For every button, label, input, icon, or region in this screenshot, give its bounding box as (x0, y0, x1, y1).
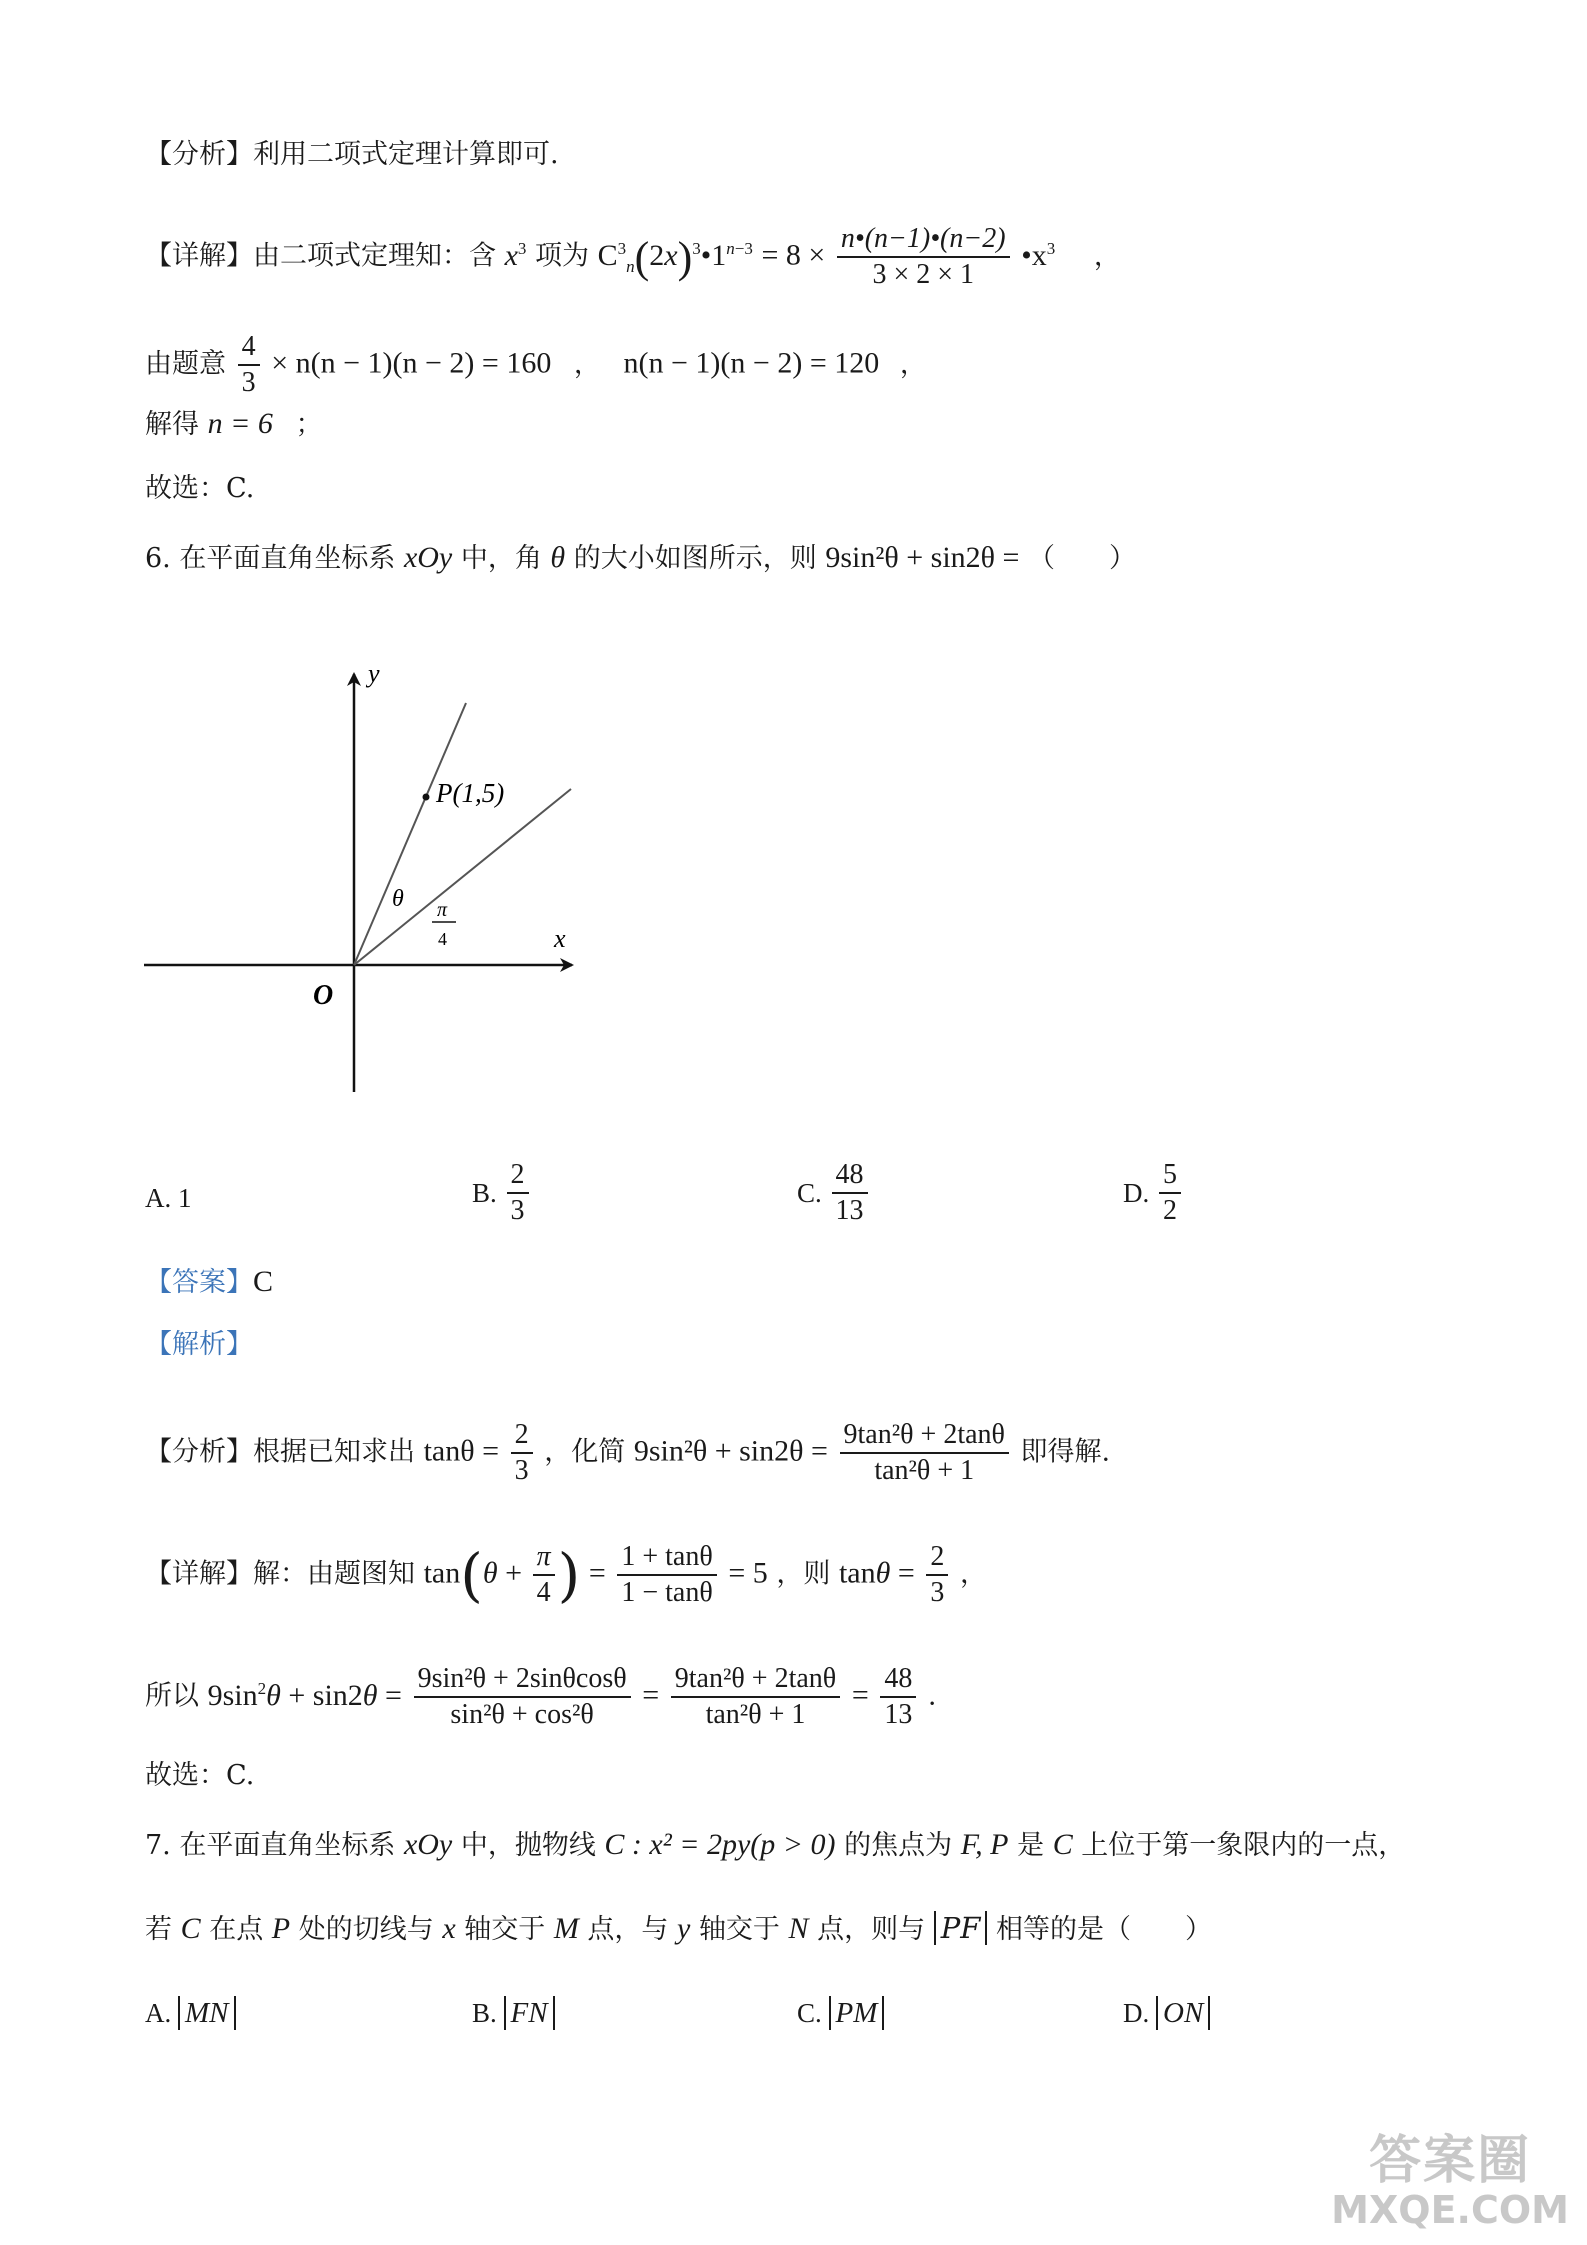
q6-option-b[interactable]: B. $\frac{2}{3}$ (472, 1158, 532, 1228)
point-p (423, 794, 430, 801)
q6-option-a[interactable]: A. 1 (145, 1183, 192, 1213)
watermark-logo: 答案圈 MXQE.COM (1331, 2131, 1569, 2232)
four-label: 4 (438, 929, 447, 949)
question-6-stem: 6. 在平面直角坐标系 xOy 中，角 θ 的大小如图所示，则 9sin²θ + sin2θ = （ ） (145, 541, 1137, 574)
q6-option-c[interactable]: C. $\frac{48}{13}$ (797, 1158, 871, 1228)
reference-ray (354, 789, 571, 965)
angle-figure (140, 660, 600, 1100)
q6-analysis-line: 【分析】根据已知求出 tanθ = $\frac{2}{3}$ ，化简 9sin²θ + sin2θ = $\frac{\text{9tan²θ + 2tanθ}}{\text{tan²θ + 1}}$ 即得解. (145, 1419, 1111, 1486)
q7-option-c[interactable]: C. PM (797, 1993, 884, 2033)
jiexi-line: 【解析】 (145, 1329, 253, 1360)
fraction: $\frac{n•(n-1)•(n-2)}{3 \times 2 \times 1}$ (837, 222, 1010, 292)
choice-line: 故选：C. (145, 473, 255, 504)
origin-label: O (313, 980, 334, 1011)
q7-option-d[interactable]: D. ON (1123, 1993, 1210, 2033)
detail-line: 【详解】由二项式定理知：含 $x^3$ 项为 $C^3_n(2x)^3•1^{n-3} = 8$ × $\frac{n•(n-1)•(n-2)}{3 \times 2 \times 1}$ $•x^3$ ， (145, 223, 1121, 290)
q7-option-a[interactable]: A. MN (145, 1993, 236, 2033)
analysis-line: 【分析】利用二项式定理计算即可. (145, 139, 559, 170)
question-7-line-2: 若 C 在点 P 处的切线与 x 轴交于 M 点，与 y 轴交于 N 点，则与 PF 相等的是（ ） (145, 1911, 1212, 1945)
theta-label: θ (392, 886, 404, 912)
x-axis-label: x (554, 924, 566, 953)
answer-line: 【答案】C (145, 1265, 274, 1298)
question-7-line-1: 7. 在平面直角坐标系 xOy 中，抛物线 C : x² = 2py(p > 0) 的焦点为 F, P 是 C 上位于第一象限内的一点， (145, 1828, 1406, 1861)
pi-label: π (437, 899, 448, 921)
q6-so-line: 所以 $9\sin^2\theta + \sin 2\theta$ = $\frac{\text{9sin²θ + 2sinθcosθ}}{\text{sin²θ + cos²θ}}$ = $\frac{\text{9tan²θ + 2tanθ}}{\text{tan²θ + 1}}$ = $\frac{48}{13}$ . (145, 1663, 937, 1730)
terminal-ray (354, 703, 466, 965)
solve-line: 解得 n = 6 ； (145, 407, 323, 440)
point-p-label: P(1,5) (436, 778, 505, 808)
equation-line: 由题意 $\frac{4}{3}$ × n(n − 1)(n − 2) = 160 ， n(n − 1)(n − 2) = 120 ， (145, 331, 927, 398)
q6-choice-line: 故选：C. (145, 1760, 255, 1791)
y-axis-label: y (368, 660, 380, 688)
q7-option-b[interactable]: B. FN (472, 1993, 555, 2033)
q6-detail-line: 【详解】解：由题图知 tan(θ + $\frac{\pi}{4}$ ) = $\frac{1 + \tan\theta}{1 - \tan\theta}$ = 5 ，则 tanθ = $\frac{2}{3}$ ， (145, 1541, 987, 1609)
q6-option-d[interactable]: D. $\frac{5}{2}$ (1123, 1158, 1184, 1228)
